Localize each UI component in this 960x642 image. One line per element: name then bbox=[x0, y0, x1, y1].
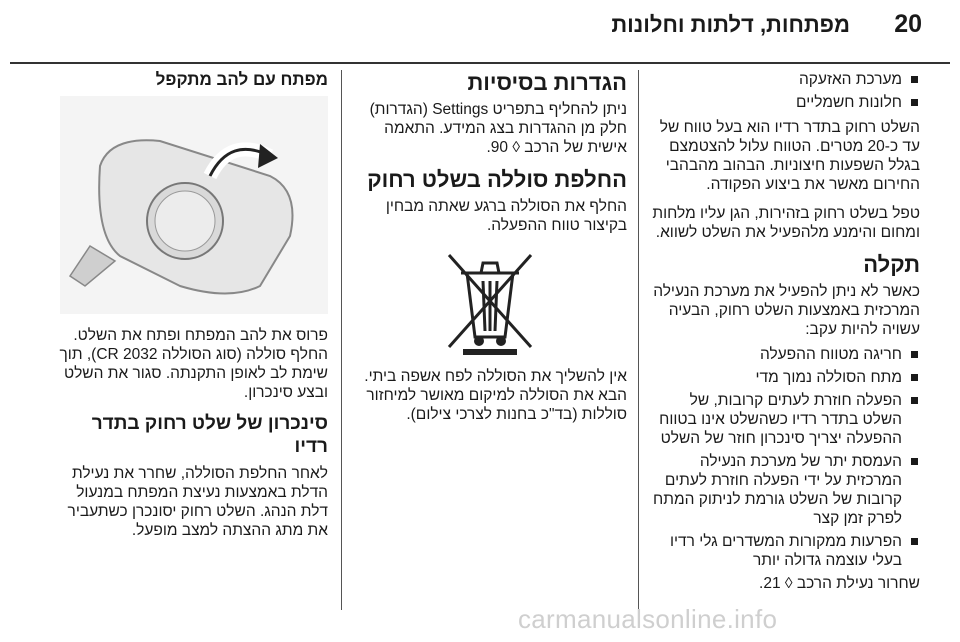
crossed-bin-icon bbox=[435, 245, 545, 357]
intro-list bbox=[650, 70, 920, 112]
key-battery-illustration bbox=[60, 96, 328, 314]
release-reference: שחרור נעילת הרכב ◊ 21. bbox=[759, 575, 920, 592]
list-item: חריגה מטווח ההפעלה bbox=[650, 345, 920, 364]
list-item: הפעלה חוזרת לעתים קרובות, של השלט בתדר רדיו כשהשלט אינו בטווח ההפעלה יצריך סינכרון חוזר של השלט bbox=[650, 391, 920, 448]
sync-heading: סינכרון של שלט רחוק בתדר רדיו bbox=[91, 413, 328, 457]
page-number: 20 bbox=[894, 10, 922, 38]
fault-heading: תקלה bbox=[863, 252, 920, 277]
list-item: מערכת האזעקה bbox=[650, 70, 920, 89]
battery-paragraph: החלף את הסוללה ברגע שאתה מבחין בקיצור טווח ההפעלה. bbox=[385, 198, 627, 234]
page-title: מפתחות, דלתות וחלונות bbox=[611, 12, 850, 37]
list-item: חלונות חשמליים bbox=[650, 93, 920, 112]
fault-list bbox=[650, 345, 920, 570]
settings-paragraph: ניתן להחליף בתפריט Settings (הגדרות) חלק מן ההגדרות בצג המידע. התאמה אישית של הרכב ◊ 90. bbox=[369, 101, 627, 156]
list-item: העמסת יתר של מערכת הנעילה המרכזית על ידי הפעלה חוזרת לעתים קרובות של השלט גורמת לניתוק המתח לפרק זמן קצר bbox=[650, 452, 920, 528]
fault-paragraph: כאשר לא ניתן להפעיל את מערכת הנעילה המרכזית באמצעות השלט רחוק, הבעיה עשויה להיות עקב: bbox=[653, 283, 920, 338]
page-header bbox=[0, 0, 960, 58]
range-paragraph: השלט רחוק בתדר רדיו הוא בעל טווח של עד כ-20 מטרים. הטווח עלול להצטמצם בגלל השפעות חיצוניות. הבהוב מהבהבי החירום מאשר את ביצוע הפקודה. bbox=[659, 119, 920, 193]
header-rule bbox=[10, 62, 950, 64]
list-item: הפרעות ממקורות המשדרים גלי רדיו בעלי עוצמה גדולה יותר bbox=[650, 532, 920, 570]
care-paragraph: טפל בשלט רחוק בזהירות, הגן עליו מלחות ומחום והימנע מלהפעיל את השלט לשווא. bbox=[652, 205, 920, 241]
column-right bbox=[650, 70, 920, 603]
folding-key-heading: מפתח עם להב מתקפל bbox=[155, 70, 328, 89]
recycle-bin-figure bbox=[435, 245, 545, 357]
column-divider-right bbox=[638, 70, 639, 610]
column-middle bbox=[352, 70, 627, 434]
key-battery-figure bbox=[60, 96, 328, 314]
column-left bbox=[58, 70, 328, 550]
watermark-text: carmanualsonline.info bbox=[518, 604, 778, 634]
sync-paragraph: לאחר החלפת הסוללה, שחרר את נעילת הדלת באמצעות נעיצת המפתח במנעול דלת הנהג. השלט רחוק יסונכרן כשתעביר את מתג ההצתה למצב מופעל. bbox=[67, 465, 328, 539]
open-key-paragraph: פרוס את להב המפתח ופתח את השלט. החלף סוללה (סוג הסוללה CR 2032), תוך שימת לב לאופן התקנתה. סגור את השלט ובצע סינכרון. bbox=[59, 327, 328, 401]
battery-heading: החלפת סוללה בשלט רחוק bbox=[367, 167, 627, 192]
list-item: מתח הסוללה נמוך מדי bbox=[650, 368, 920, 387]
column-divider-left bbox=[341, 70, 342, 610]
disposal-paragraph: אין להשליך את הסוללה לפח אשפה ביתי. הבא את הסוללה למיקום מאושר למיחזור סוללות (בד"כ בחנות לצרכי צילום). bbox=[364, 368, 627, 423]
settings-heading: הגדרות בסיסיות bbox=[467, 70, 627, 95]
